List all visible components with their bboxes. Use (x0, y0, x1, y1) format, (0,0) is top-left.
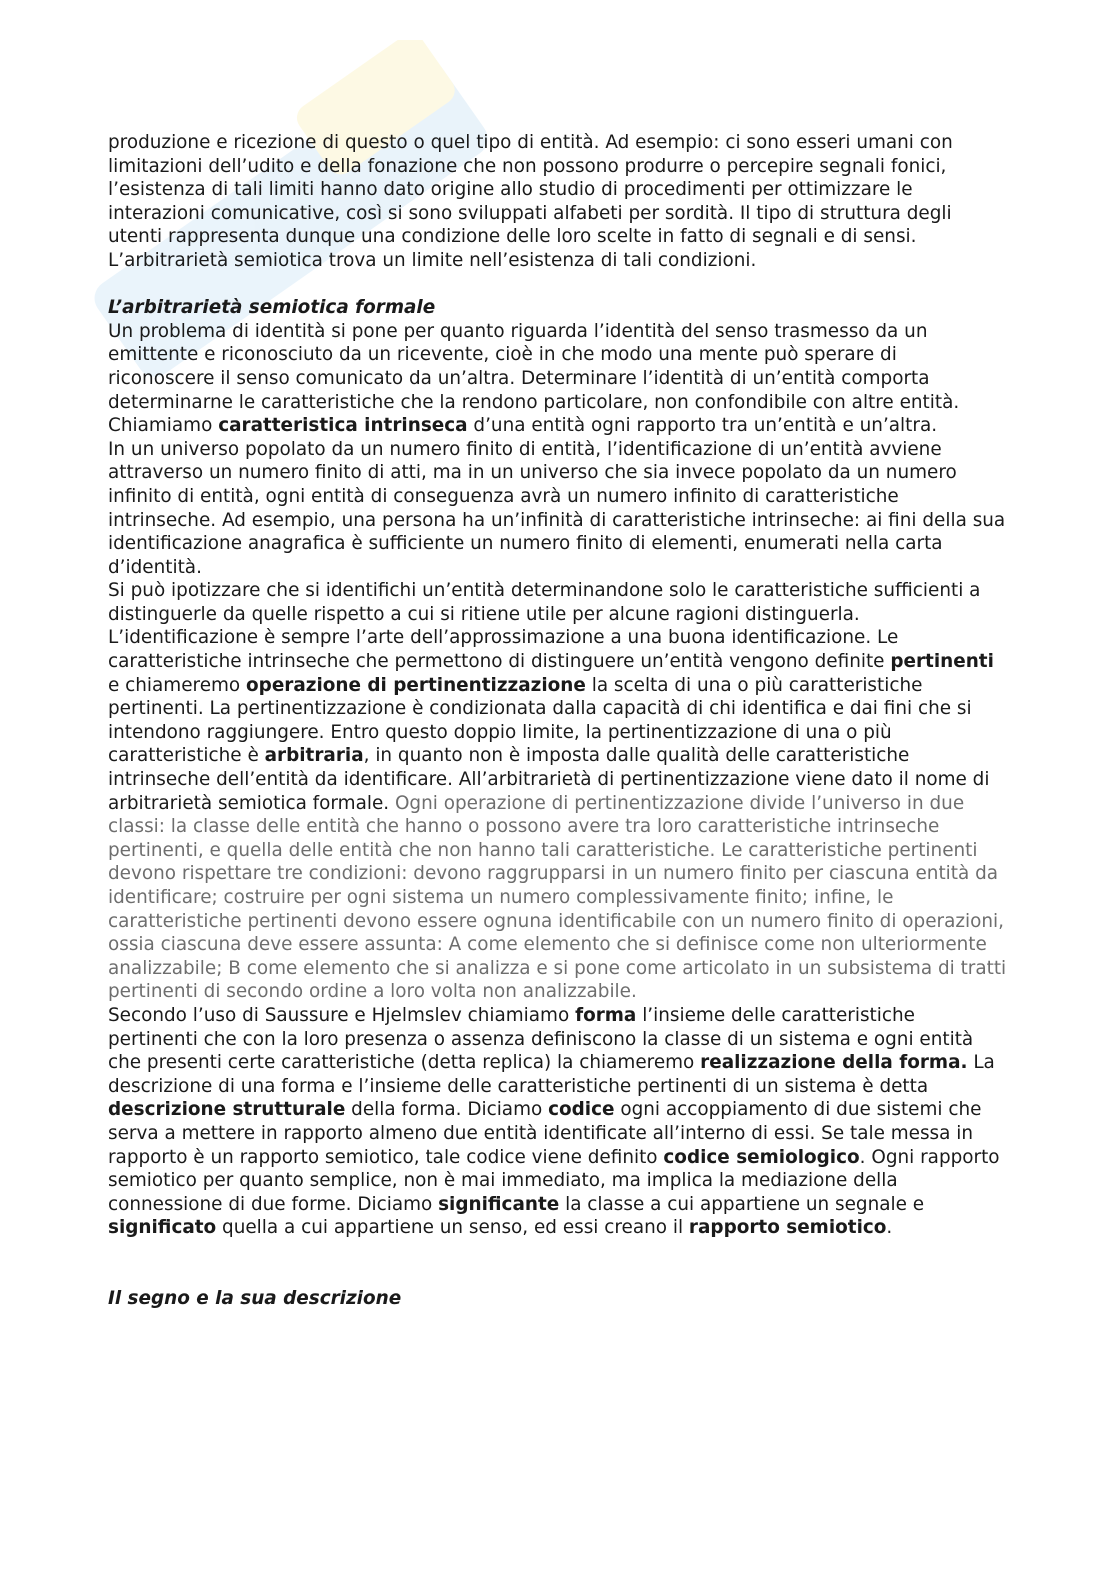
term-codice: codice (548, 1099, 615, 1121)
spacer (108, 1240, 1008, 1287)
paragraph-identita (108, 320, 1008, 438)
text-run-grey: Ogni operazione di pertinentizzazione divide l’universo in due classi: la classe delle entità che hanno o possono avere tra loro caratteristiche intrinseche pertinenti, e quella delle entità che non hanno tali caratteristiche. Le caratteristiche pertinenti devono rispettare tre condizioni: devono raggrupparsi in un numero finito per ciascuna entità da identificare; costruire per ogni sistema un numero complessivamente finito; infine, le caratteristiche pertinenti devono essere ognuna identificabile con un numero finito di operazioni, ossia ciascuna deve essere assunta: A come elemento che si definisce come non ulteriormente analizzabile; B come elemento che si analizza e si pone come articolato in un subsistema di tratti pertinenti di secondo ordine a loro volta non analizzabile. (108, 792, 1007, 1003)
text-run: Un problema di identità si pone per quanto riguarda l’identità del senso trasmesso da un emittente e riconosciuto da un ricevente, cioè in che modo una mente può sperare di riconoscere il senso comunicato da un’altra. Determinare l’identità di un’entità comporta determinarne le caratteristiche che la rendono particolare, non confondibile con altre entità. Chiamiamo (108, 320, 960, 437)
text-run: Si può ipotizzare che si identifichi un’entità determinandone solo le caratteristiche sufficienti a distinguerle da quelle rispetto a cui si ritiene utile per alcune ragioni distinguerla. L’identificazione è sempre l’arte dell’approssimazione a una buona identificazione. Le caratteristiche intrinseche che permettono di distinguere un’entità vengono definite (108, 580, 981, 673)
term-caratteristica-intrinseca: caratteristica intrinseca (218, 415, 468, 437)
paragraph-pertinentizzazione (108, 579, 1008, 1004)
text-run: e chiameremo (108, 674, 247, 696)
text-run: , in quanto non è imposta dalle qualità delle caratteristiche intrinseche dell’entità da identificare. All’arbitrarietà di pertinentizzazione viene dato il nome di arbitrarietà semiotica formale. (108, 745, 990, 814)
text-run: ogni accoppiamento di due sistemi che serva a mettere in rapporto almeno due entità identificate all’interno di essi. Se tale messa in rapporto è un rapporto semiotico, tale codice viene definito (108, 1099, 982, 1168)
text-run: . (886, 1217, 893, 1239)
paragraph-universo: In un universo popolato da un numero finito di entità, l’identificazione di un’entità avviene attraverso un numero finito di atti, ma in un universo che sia invece popolato da un numero infinito di entità, ogni entità di conseguenza avrà un numero infinito di caratteristiche intrinseche. Ad esempio, una persona ha un’infinità di caratteristiche intrinseche: ai fini della sua identificazione anagrafica è sufficiente un numero finito di elementi, enumerati nella carta d’identità. (108, 438, 1006, 578)
term-significato: significato (108, 1217, 217, 1239)
section-heading-arbitrarieta: L’arbitrarietà semiotica formale (108, 297, 436, 319)
text-run: La descrizione di una forma e l’insieme delle caratteristiche pertinenti di un sistema è detta (108, 1052, 995, 1097)
term-significante: significante (438, 1193, 560, 1215)
term-codice-semiologico: codice semiologico (663, 1146, 860, 1168)
spacer (108, 273, 1008, 297)
term-arbitraria: arbitraria (264, 745, 364, 767)
text-run: della forma. Diciamo (345, 1099, 549, 1121)
intro-paragraph: produzione e ricezione di questo o quel tipo di entità. Ad esempio: ci sono esseri umani con limitazioni dell’udito e della fonazione che non possono produrre o percepire segnali fonici, l’esistenza di tali limiti hanno dato origine allo studio di procedimenti per ottimizzare le interazioni comunicative, così si sono sviluppati alfabeti per sordità. Il tipo di struttura degli utenti rappresenta dunque una condizione delle loro scelte in fatto di segnali e di sensi. L’arbitrarietà semiotica trova un limite nell’esistenza di tali condizioni. (108, 132, 953, 271)
term-forma: forma (575, 1004, 637, 1026)
term-rapporto-semiotico: rapporto semiotico (688, 1217, 887, 1239)
text-run: la classe a cui appartiene un segnale e (559, 1193, 925, 1215)
section-heading-segno: Il segno e la sua descrizione (108, 1287, 402, 1309)
term-pertinenti: pertinenti (890, 651, 994, 673)
text-run: . Ogni rapporto semiotico per quanto semplice, non è mai immediato, ma implica la mediazione della connessione di due forme. Diciamo (108, 1146, 1000, 1215)
term-realizzazione-della-forma: realizzazione della forma. (700, 1052, 968, 1074)
paragraph-forma (108, 1004, 1008, 1240)
text-run: quella a cui appartiene un senso, ed essi creano il (216, 1217, 689, 1239)
text-run: l’insieme delle caratteristiche pertinenti che con la loro presenza o assenza definiscono la classe di un sistema e ogni entità che presenti certe caratteristiche (detta replica) la chiameremo (108, 1004, 974, 1074)
text-run: Secondo l’uso di Saussure e Hjelmslev chiamiamo (108, 1004, 576, 1026)
term-descrizione-strutturale: descrizione strutturale (108, 1099, 346, 1121)
document-page (108, 131, 1008, 1311)
text-run: d’una entità ogni rapporto tra un’entità e un’altra. (467, 415, 938, 437)
text-run: la scelta di una o più caratteristiche pertinenti. La pertinentizzazione è condizionata dalla capacità di chi identifica e dai fini che si intendono raggiungere. Entro questo doppio limite, la pertinentizzazione di una o più caratteristiche è (108, 674, 972, 767)
term-operazione-di-pertinentizzazione: operazione di pertinentizzazione (246, 674, 586, 696)
